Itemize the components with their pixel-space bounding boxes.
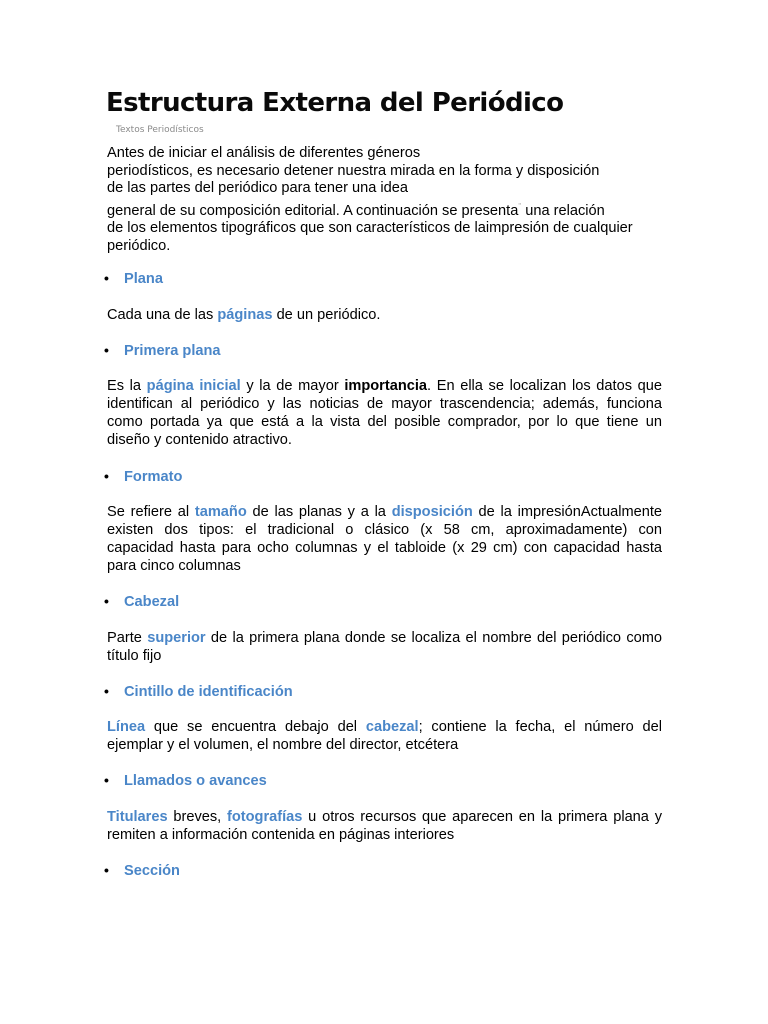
text-run: Es la [107, 378, 147, 394]
section-heading-cintillo [104, 683, 293, 700]
keyword-link[interactable]: páginas [217, 307, 273, 323]
bullet-icon: • [104, 468, 109, 484]
section-heading-llamados [104, 772, 267, 789]
text-run: de las planas y a la [246, 504, 392, 520]
paragraph-line: diseño y contenido atractivo. [107, 432, 292, 448]
intro-line: periódico. [107, 237, 171, 254]
bullet-icon: • [104, 342, 109, 358]
footnote-marker: " [518, 201, 522, 211]
paragraph-line: identifican al periódico y las noticias de mayor trascendencia; además, funciona [107, 396, 662, 412]
section-paragraph-cabezal [107, 629, 662, 665]
intro-line-part: general de su composición editorial. A continuación se presenta [107, 202, 519, 219]
section-paragraph-llamados [107, 808, 662, 844]
intro-line: de los elementos tipográficos que son característicos de laimpresión de cualquier [107, 220, 633, 237]
section-heading-formato [104, 468, 182, 485]
page-title: Estructura Externa del Periódico [106, 88, 564, 118]
keyword-link[interactable]: fotografías [227, 809, 303, 825]
section-heading-cabezal [104, 593, 179, 610]
paragraph-line: remiten a información contenida en páginas interiores [107, 827, 455, 843]
intro-line: Antes de iniciar el análisis de diferentes géneros [107, 145, 421, 161]
paragraph-line: existen dos tipos: el tradicional o clásico (x 58 cm, aproximadamente) con [107, 522, 662, 538]
section-paragraph-plana [107, 306, 662, 324]
bullet-icon: • [104, 862, 109, 878]
page-subtitle: Textos Periodísticos [116, 125, 204, 135]
keyword-link[interactable]: Titulares [107, 809, 168, 825]
intro-line-part: una relación [521, 202, 605, 219]
text-run: de la impresiónActualmente [472, 504, 663, 520]
text-run: ; contiene la fecha, el número del [418, 719, 662, 735]
paragraph-line: capacidad hasta para ocho columnas y el tabloide (x 29 cm) con capacidad hasta [107, 540, 662, 556]
intro-line: de las partes del periódico para tener una idea [107, 180, 408, 197]
paragraph-line [107, 629, 662, 647]
keyword-link[interactable]: superior [147, 630, 206, 646]
text-run: . En ella se localizan los datos que [427, 378, 662, 394]
text-run: Parte [107, 630, 148, 646]
text-run: y la de mayor [240, 378, 345, 394]
text-run: Se refiere al [107, 504, 195, 520]
keyword-link[interactable]: tamaño [194, 504, 247, 520]
intro-line: periodísticos, es necesario detener nuestra mirada en la forma y disposición [107, 162, 600, 179]
paragraph-line: título fijo [107, 648, 162, 664]
section-paragraph-cintillo [107, 718, 662, 754]
paragraph-line [107, 306, 662, 324]
section-heading-plana [104, 270, 163, 287]
section-heading-text: Cintillo de identificación [124, 684, 293, 700]
section-heading-text: Formato [124, 469, 183, 485]
bold-text: importancia [344, 378, 428, 394]
paragraph-line [107, 503, 662, 521]
section-heading-text: Llamados o avances [124, 773, 267, 789]
section-paragraph-formato [107, 503, 662, 575]
keyword-link[interactable]: disposición [391, 504, 473, 520]
paragraph-line: ejemplar y el volumen, el nombre del director, etcétera [107, 737, 459, 753]
paragraph-line: como portada ya que está a la vista del posible comprador, por lo que tiene un [107, 414, 662, 430]
section-heading-text: Plana [124, 271, 163, 287]
text-run: u otros recursos que aparecen en la primera plana y [302, 809, 662, 825]
section-heading-seccion [104, 862, 180, 879]
paragraph-line [107, 377, 662, 395]
intro-line [107, 198, 667, 220]
text-run: de un periódico. [272, 307, 381, 323]
paragraph-line [107, 808, 662, 826]
text-run: Cada una de las [107, 307, 218, 323]
bullet-icon: • [104, 270, 109, 286]
paragraph-line [107, 718, 662, 736]
text-run: que se encuentra debajo del [145, 719, 366, 735]
intro-paragraph [107, 145, 667, 255]
section-heading-text: Sección [124, 863, 180, 879]
text-run: breves, [167, 809, 227, 825]
bullet-icon: • [104, 683, 109, 699]
text-run: de la primera plana donde se localiza el nombre del periódico como [205, 630, 663, 646]
section-heading-text: Cabezal [124, 594, 180, 610]
bullet-icon: • [104, 772, 109, 788]
keyword-link[interactable]: Línea [107, 719, 146, 735]
section-heading-text: Primera plana [124, 343, 221, 359]
section-heading-primera-plana [104, 342, 221, 359]
keyword-link[interactable]: cabezal [365, 719, 419, 735]
keyword-link[interactable]: página inicial [146, 378, 241, 394]
paragraph-line: para cinco columnas [107, 558, 241, 574]
section-paragraph-primera-plana [107, 377, 662, 449]
bullet-icon: • [104, 593, 109, 609]
